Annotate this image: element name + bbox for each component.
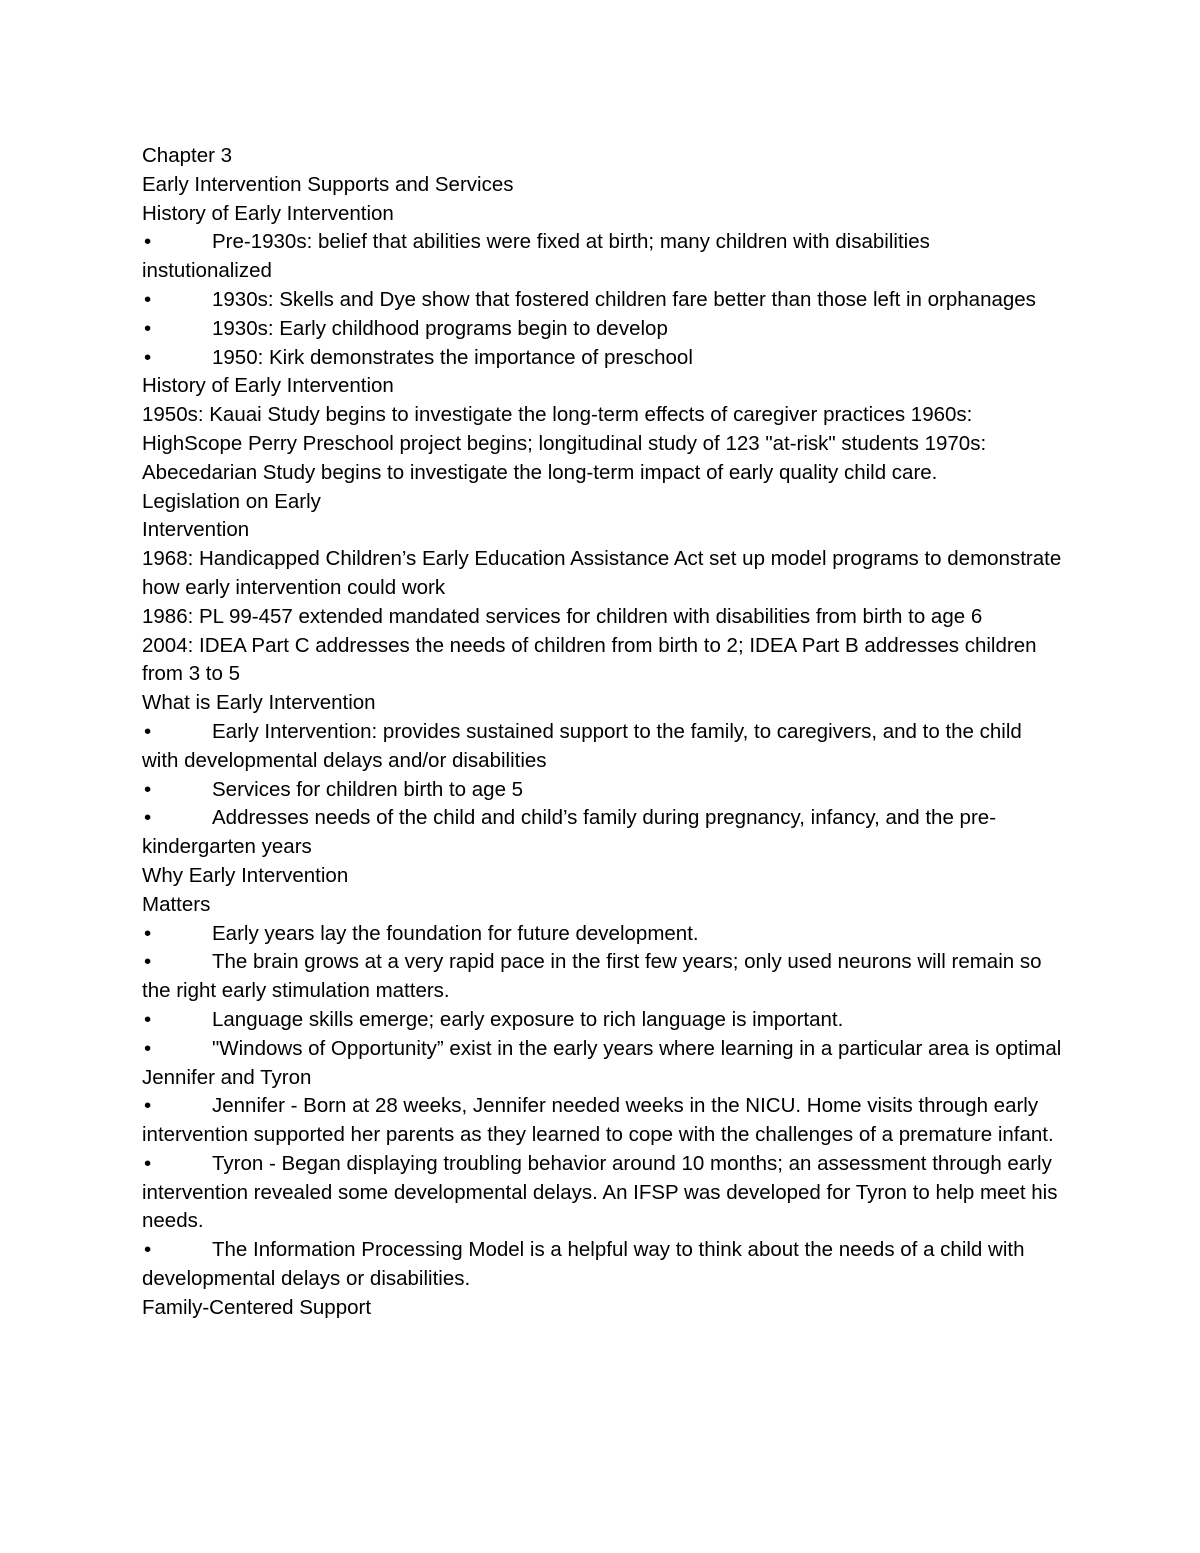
bullet-text: 1950: Kirk demonstrates the importance of preschool: [212, 345, 693, 369]
bullet-symbol: •: [144, 1094, 152, 1118]
bullet-symbol: •: [144, 950, 152, 974]
bullet-symbol: •: [144, 1151, 152, 1175]
bullet-item: [142, 1035, 1062, 1064]
bullet-symbol: •: [144, 287, 152, 311]
bullet-symbol: •: [144, 316, 152, 340]
bullet-symbol: •: [144, 1238, 152, 1262]
text-line: Chapter 3: [142, 144, 233, 167]
document-page: [142, 142, 1062, 1323]
bullet-item: [142, 1092, 1062, 1150]
text-line: 2004: IDEA Part C addresses the needs of children from birth to 2; IDEA Part B addresses children from 3 to 5: [142, 633, 1037, 686]
bullet-item: [142, 1236, 1062, 1294]
bullet-text: Early Intervention: provides sustained support to the family, to caregivers, and to the child with developmental delays and/or disabilities: [142, 719, 1022, 772]
text-line: Jennifer and Tyron: [142, 1065, 312, 1089]
text-line: Why Early Intervention: [142, 863, 349, 887]
bullet-symbol: •: [144, 1036, 152, 1060]
bullet-text: Early years lay the foundation for future development.: [212, 921, 699, 945]
bullet-text: The Information Processing Model is a helpful way to think about the needs of a child with developmental delays or disabilities.: [142, 1238, 1025, 1291]
bullet-item: [142, 804, 1062, 862]
text-line: 1986: PL 99-457 extended mandated services for children with disabilities from birth to age 6: [142, 604, 983, 628]
bullet-text: The brain grows at a very rapid pace in the first few years; only used neurons will remain so the right early stimulation matters.: [142, 950, 1042, 1003]
bullet-symbol: •: [144, 719, 152, 743]
text-line: 1950s: Kauai Study begins to investigate the long-term effects of caregiver practices 1960s: HighScope Perry Preschool project begins; longitudinal study of 123 "at-risk" students 1970s: Abecedarian Study begins to investigate the long-term impact of early quality child care.: [142, 403, 987, 484]
bullet-symbol: •: [144, 777, 152, 801]
bullet-text: Services for children birth to age 5: [212, 777, 524, 801]
bullet-item: [142, 776, 1062, 805]
bullet-symbol: •: [144, 806, 152, 830]
text-line: Intervention: [142, 518, 250, 542]
bullet-text: 1930s: Early childhood programs begin to develop: [212, 316, 668, 340]
bullet-text: Tyron - Began displaying troubling behavior around 10 months; an assessment through early intervention revealed some developmental delays. An IFSP was developed for Tyron to help meet his needs.: [142, 1151, 1058, 1233]
bullet-item: [142, 920, 1062, 949]
bullet-item: [142, 1150, 1062, 1236]
bullet-item: [142, 948, 1062, 1006]
bullet-text: Pre-1930s: belief that abilities were fixed at birth; many children with disabilities instutionalized: [142, 230, 930, 283]
bullet-item: [142, 344, 1062, 373]
bullet-text: "Windows of Opportunity” exist in the early years where learning in a particular area is optimal: [212, 1036, 1062, 1060]
text-line: History of Early Intervention: [142, 374, 394, 398]
bullet-item: [142, 718, 1062, 776]
text-line: Early Intervention Supports and Services: [142, 172, 514, 196]
bullet-symbol: •: [144, 1007, 152, 1031]
text-line: Matters: [142, 892, 211, 916]
text-line: History of Early Intervention: [142, 201, 394, 225]
bullet-item: [142, 1006, 1062, 1035]
bullet-item: [142, 315, 1062, 344]
bullet-text: Addresses needs of the child and child’s family during pregnancy, infancy, and the pre-kindergarten years: [142, 806, 997, 859]
bullet-symbol: •: [144, 230, 152, 254]
bullet-symbol: •: [144, 345, 152, 369]
bullet-text: Language skills emerge; early exposure to rich language is important.: [212, 1007, 844, 1031]
text-line: Legislation on Early: [142, 489, 321, 513]
bullet-text: 1930s: Skells and Dye show that fostered children fare better than those left in orphanages: [212, 287, 1036, 311]
text-line: 1968: Handicapped Children’s Early Education Assistance Act set up model programs to demonstrate how early intervention could work: [142, 547, 1062, 599]
text-line: Family-Centered Support: [142, 1295, 372, 1319]
bullet-item: [142, 228, 1062, 286]
bullet-text: Jennifer - Born at 28 weeks, Jennifer needed weeks in the NICU. Home visits through early intervention supported her parents as they learned to cope with the challenges of a premature infant.: [142, 1094, 1054, 1147]
text-line: What is Early Intervention: [142, 691, 376, 715]
bullet-symbol: •: [144, 921, 152, 945]
bullet-item: [142, 286, 1062, 315]
